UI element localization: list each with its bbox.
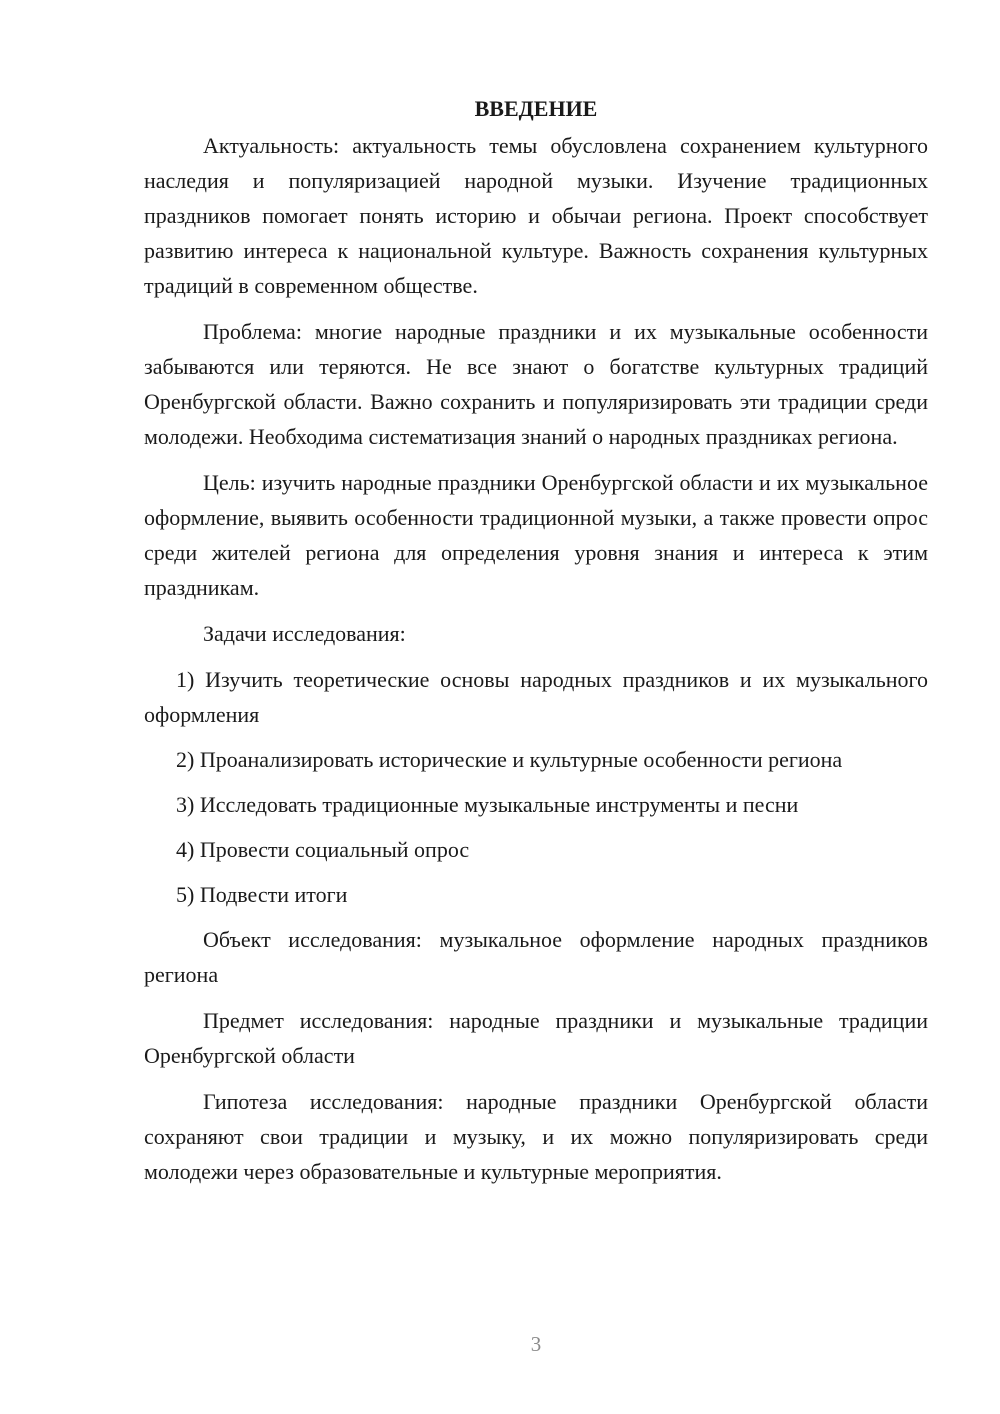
paragraph-object: Объект исследования: музыкальное оформление народных праздников региона xyxy=(144,927,928,987)
paragraph-actuality: Актуальность: актуальность темы обусловлена сохранением культурного наследия и популяризацией народной музыки. Изучение традиционных праздников помогает понять историю и обычаи региона. Проект способствует развитию интереса к национальной культуре. Важность сохранения культурных традиций в современном обществе. xyxy=(144,133,928,298)
task-item-5: 5) Подвести итоги xyxy=(176,882,348,907)
task-item-3: 3) Исследовать традиционные музыкальные инструменты и песни xyxy=(176,792,799,817)
page-number: 3 xyxy=(530,1332,542,1356)
task-item-4: 4) Провести социальный опрос xyxy=(176,837,470,862)
document-page xyxy=(144,94,928,1200)
task-item-1: 1) Изучить теоретические основы народных праздников и их музыкального оформления xyxy=(144,667,928,727)
section-heading: ВВЕДЕНИЕ xyxy=(474,96,598,121)
paragraph-problem: Проблема: многие народные праздники и их музыкальные особенности забываются или теряются. Не все знают о богатстве культурных традиций Оренбургской области. Важно сохранить и популяризировать эти традиции среди молодежи. Необходима систематизация знаний о народных праздниках региона. xyxy=(144,319,928,449)
paragraph-hypothesis: Гипотеза исследования: народные праздники Оренбургской области сохраняют свои традиции и музыку, и их можно популяризировать среди молодежи через образовательные и культурные мероприятия. xyxy=(144,1089,928,1184)
paragraph-goal: Цель: изучить народные праздники Оренбургской области и их музыкальное оформление, выявить особенности традиционной музыки, а также провести опрос среди жителей региона для определения уровня знания и интереса к этим праздникам. xyxy=(144,470,928,600)
tasks-title: Задачи исследования: xyxy=(203,621,406,646)
task-item-2: 2) Проанализировать исторические и культурные особенности региона xyxy=(176,747,843,772)
paragraph-subject: Предмет исследования: народные праздники и музыкальные традиции Оренбургской области xyxy=(144,1008,928,1068)
